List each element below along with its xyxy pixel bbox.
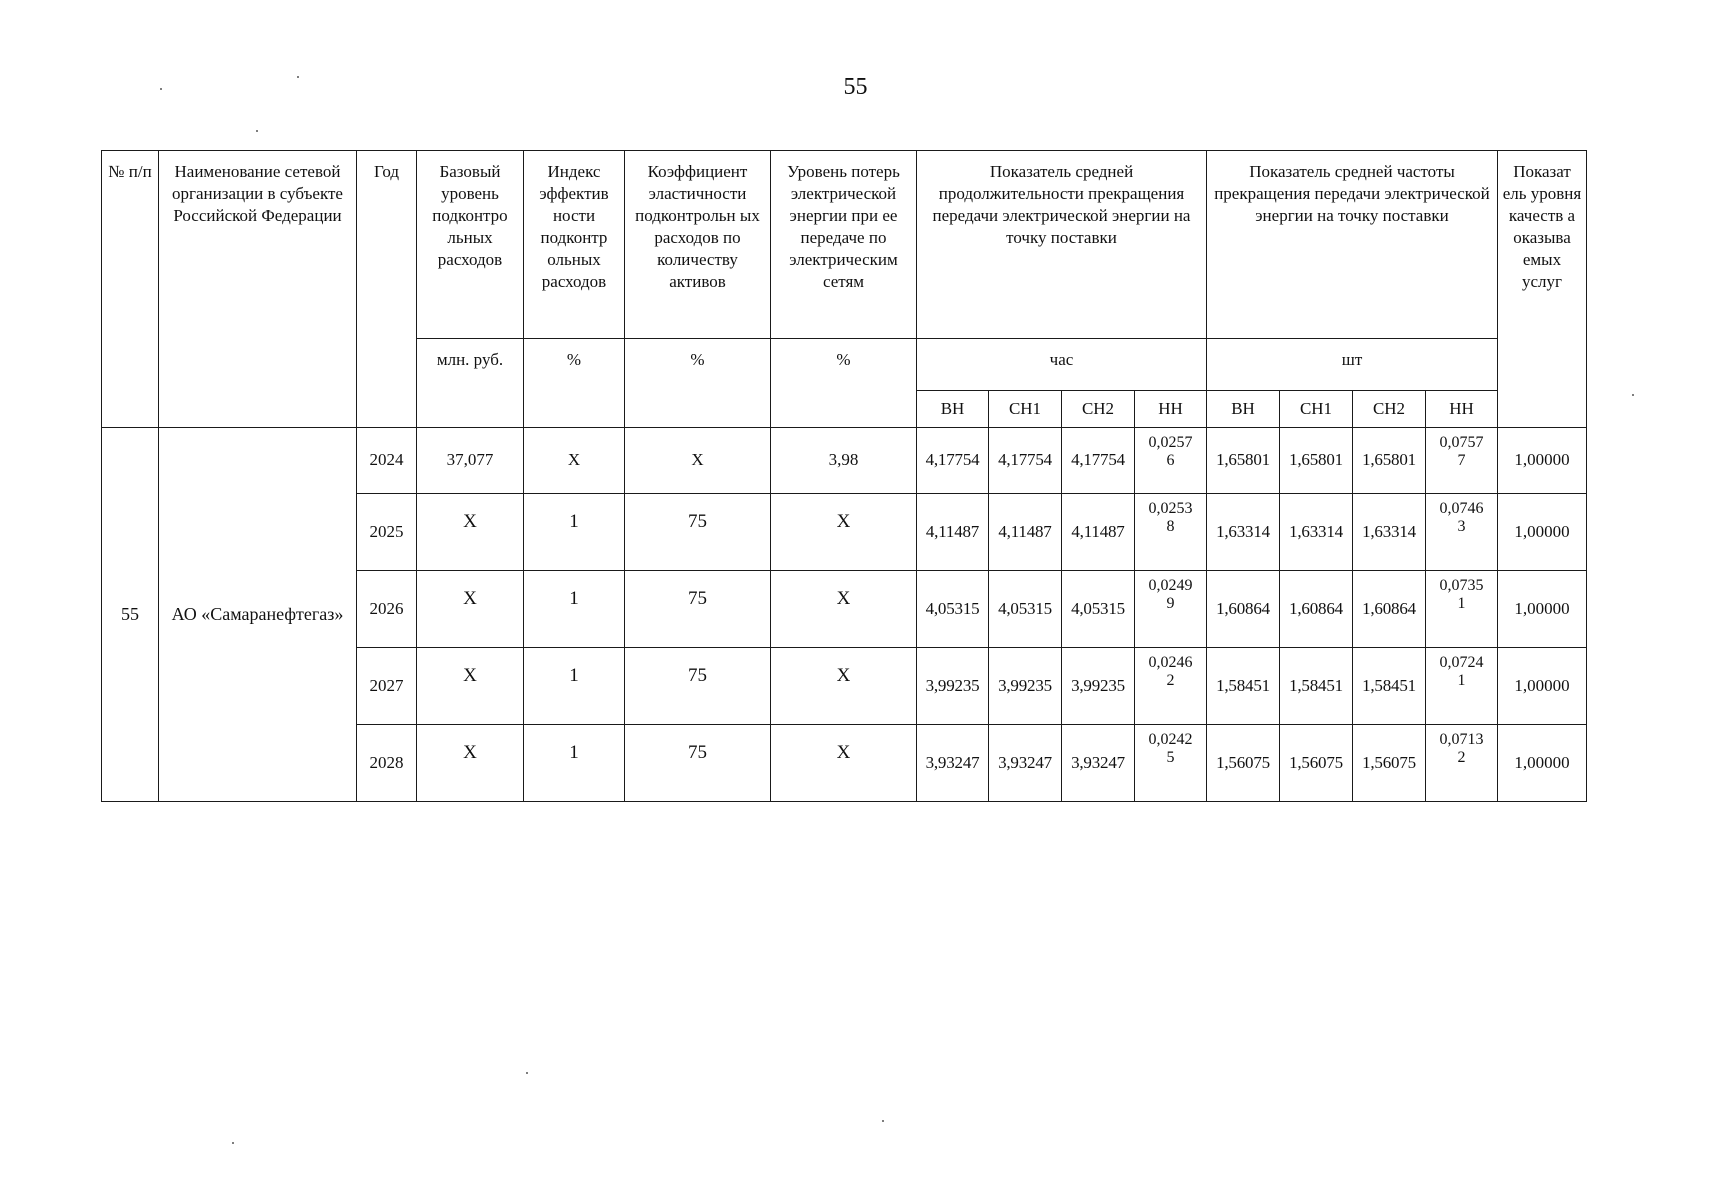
- voltage-frequency-vn: ВН: [1207, 391, 1280, 428]
- cell-frequency-nn: [1426, 428, 1498, 494]
- cell-coef: 75: [625, 571, 771, 648]
- cell-duration-nn-part1: 0,0242: [1148, 731, 1193, 748]
- cell-frequency-sn2: 1,65801: [1353, 428, 1426, 494]
- cell-frequency-nn: [1426, 725, 1498, 802]
- cell-quality: 1,00000: [1498, 428, 1587, 494]
- cell-loss: Х: [771, 571, 917, 648]
- cell-frequency-nn-part2: 3: [1457, 518, 1466, 536]
- cell-frequency-nn-part2: 1: [1457, 672, 1466, 690]
- cell-duration-nn: [1135, 648, 1207, 725]
- voltage-duration-sn2: СН2: [1062, 391, 1135, 428]
- cell-duration-sn2: 4,17754: [1062, 428, 1135, 494]
- cell-duration-nn: [1135, 428, 1207, 494]
- header-loss: Уровень потерь электрической энергии при ее передаче по электрическим сетям: [771, 151, 917, 339]
- unit-duration: час: [917, 339, 1207, 391]
- header-num: № п/п: [102, 151, 159, 428]
- scan-speck: [882, 1120, 884, 1122]
- cell-loss: Х: [771, 648, 917, 725]
- cell-coef: 75: [625, 648, 771, 725]
- cell-quality: 1,00000: [1498, 571, 1587, 648]
- cell-coef: 75: [625, 725, 771, 802]
- cell-frequency-sn1: 1,63314: [1280, 494, 1353, 571]
- cell-frequency-vn: 1,65801: [1207, 428, 1280, 494]
- scan-speck: [256, 130, 258, 132]
- header-year: Год: [357, 151, 417, 428]
- cell-duration-sn2: 3,99235: [1062, 648, 1135, 725]
- cell-frequency-sn2: 1,56075: [1353, 725, 1426, 802]
- cell-duration-nn-part1: 0,0257: [1148, 434, 1193, 451]
- cell-loss: Х: [771, 725, 917, 802]
- cell-base: Х: [417, 494, 524, 571]
- unit-base: млн. руб.: [417, 339, 524, 428]
- cell-frequency-nn-part1: 0,0735: [1439, 577, 1484, 594]
- voltage-duration-nn: НН: [1135, 391, 1207, 428]
- header-base: Базовый уровень подконтро льных расходов: [417, 151, 524, 339]
- cell-quality: 1,00000: [1498, 494, 1587, 571]
- unit-loss: %: [771, 339, 917, 428]
- cell-duration-sn2: 4,11487: [1062, 494, 1135, 571]
- unit-frequency: шт: [1207, 339, 1498, 391]
- table-row: [102, 428, 1587, 494]
- cell-duration-nn-part1: 0,0246: [1148, 654, 1193, 671]
- cell-frequency-sn2: 1,63314: [1353, 494, 1426, 571]
- cell-frequency-nn: [1426, 494, 1498, 571]
- cell-frequency-vn: 1,60864: [1207, 571, 1280, 648]
- header-org: Наименование сетевой организации в субъекте Российской Федерации: [159, 151, 357, 428]
- cell-coef: Х: [625, 428, 771, 494]
- cell-duration-vn: 3,93247: [917, 725, 989, 802]
- cell-frequency-nn: [1426, 571, 1498, 648]
- cell-frequency-sn1: 1,60864: [1280, 571, 1353, 648]
- cell-base: Х: [417, 571, 524, 648]
- page-number: 55: [843, 74, 868, 100]
- scan-speck: [297, 76, 299, 78]
- cell-duration-sn1: 3,93247: [989, 725, 1062, 802]
- cell-base: 37,077: [417, 428, 524, 494]
- header-index: Индекс эффектив ности подконтр ольных расходов: [524, 151, 625, 339]
- cell-duration-nn-part1: 0,0249: [1148, 577, 1193, 594]
- voltage-duration-vn: ВН: [917, 391, 989, 428]
- header-coef: Коэффициент эластичности подконтрольн ых расходов по количеству активов: [625, 151, 771, 339]
- cell-frequency-nn-part2: 7: [1457, 452, 1466, 470]
- cell-duration-vn: 4,17754: [917, 428, 989, 494]
- cell-frequency-nn: [1426, 648, 1498, 725]
- voltage-frequency-nn: НН: [1426, 391, 1498, 428]
- cell-coef: 75: [625, 494, 771, 571]
- cell-index: 1: [524, 725, 625, 802]
- scan-speck: [160, 88, 162, 90]
- unit-coef: %: [625, 339, 771, 428]
- cell-duration-nn-part2: 8: [1166, 518, 1175, 536]
- cell-frequency-sn2: 1,58451: [1353, 648, 1426, 725]
- header-quality: Показат ель уровня качеств а оказыва емых услуг: [1498, 151, 1587, 428]
- scan-speck: [1632, 394, 1634, 396]
- org-number: 55: [102, 428, 159, 802]
- cell-duration-nn-part2: 5: [1166, 749, 1175, 767]
- voltage-duration-sn1: СН1: [989, 391, 1062, 428]
- cell-frequency-nn-part1: 0,0713: [1439, 731, 1484, 748]
- cell-year: 2028: [357, 725, 417, 802]
- header-duration: Показатель средней продолжительности прекращения передачи электрической энергии на точку поставки: [917, 151, 1207, 339]
- header-frequency: Показатель средней частоты прекращения передачи электрической энергии на точку поставки: [1207, 151, 1498, 339]
- cell-quality: 1,00000: [1498, 648, 1587, 725]
- cell-duration-nn: [1135, 725, 1207, 802]
- unit-index: %: [524, 339, 625, 428]
- cell-index: 1: [524, 571, 625, 648]
- cell-duration-vn: 4,11487: [917, 494, 989, 571]
- voltage-frequency-sn1: СН1: [1280, 391, 1353, 428]
- cell-frequency-nn-part2: 2: [1457, 749, 1466, 767]
- cell-frequency-nn-part1: 0,0746: [1439, 500, 1484, 517]
- voltage-frequency-sn2: СН2: [1353, 391, 1426, 428]
- cell-year: 2025: [357, 494, 417, 571]
- cell-frequency-sn2: 1,60864: [1353, 571, 1426, 648]
- cell-duration-vn: 3,99235: [917, 648, 989, 725]
- org-name: АО «Самаранефтегаз»: [159, 428, 357, 802]
- cell-duration-nn-part1: 0,0253: [1148, 500, 1193, 517]
- header-row: [102, 151, 1587, 339]
- cell-frequency-vn: 1,56075: [1207, 725, 1280, 802]
- indicators-table: [101, 150, 1587, 802]
- cell-frequency-nn-part1: 0,0757: [1439, 434, 1484, 451]
- cell-frequency-sn1: 1,65801: [1280, 428, 1353, 494]
- cell-index: 1: [524, 494, 625, 571]
- cell-loss: 3,98: [771, 428, 917, 494]
- cell-duration-sn2: 3,93247: [1062, 725, 1135, 802]
- cell-year: 2027: [357, 648, 417, 725]
- cell-frequency-sn1: 1,58451: [1280, 648, 1353, 725]
- cell-duration-nn: [1135, 494, 1207, 571]
- scan-speck: [526, 1072, 528, 1074]
- cell-loss: Х: [771, 494, 917, 571]
- cell-duration-nn-part2: 6: [1166, 452, 1175, 470]
- cell-index: Х: [524, 428, 625, 494]
- cell-year: 2026: [357, 571, 417, 648]
- cell-year: 2024: [357, 428, 417, 494]
- cell-duration-nn-part2: 2: [1166, 672, 1175, 690]
- cell-frequency-nn-part2: 1: [1457, 595, 1466, 613]
- cell-duration-sn1: 4,17754: [989, 428, 1062, 494]
- cell-frequency-sn1: 1,56075: [1280, 725, 1353, 802]
- cell-base: Х: [417, 648, 524, 725]
- cell-duration-sn1: 4,11487: [989, 494, 1062, 571]
- cell-duration-nn: [1135, 571, 1207, 648]
- cell-index: 1: [524, 648, 625, 725]
- cell-duration-sn2: 4,05315: [1062, 571, 1135, 648]
- cell-base: Х: [417, 725, 524, 802]
- cell-frequency-vn: 1,58451: [1207, 648, 1280, 725]
- cell-duration-sn1: 4,05315: [989, 571, 1062, 648]
- cell-quality: 1,00000: [1498, 725, 1587, 802]
- scan-speck: [232, 1142, 234, 1144]
- cell-duration-vn: 4,05315: [917, 571, 989, 648]
- cell-frequency-vn: 1,63314: [1207, 494, 1280, 571]
- cell-frequency-nn-part1: 0,0724: [1439, 654, 1484, 671]
- cell-duration-sn1: 3,99235: [989, 648, 1062, 725]
- cell-duration-nn-part2: 9: [1166, 595, 1175, 613]
